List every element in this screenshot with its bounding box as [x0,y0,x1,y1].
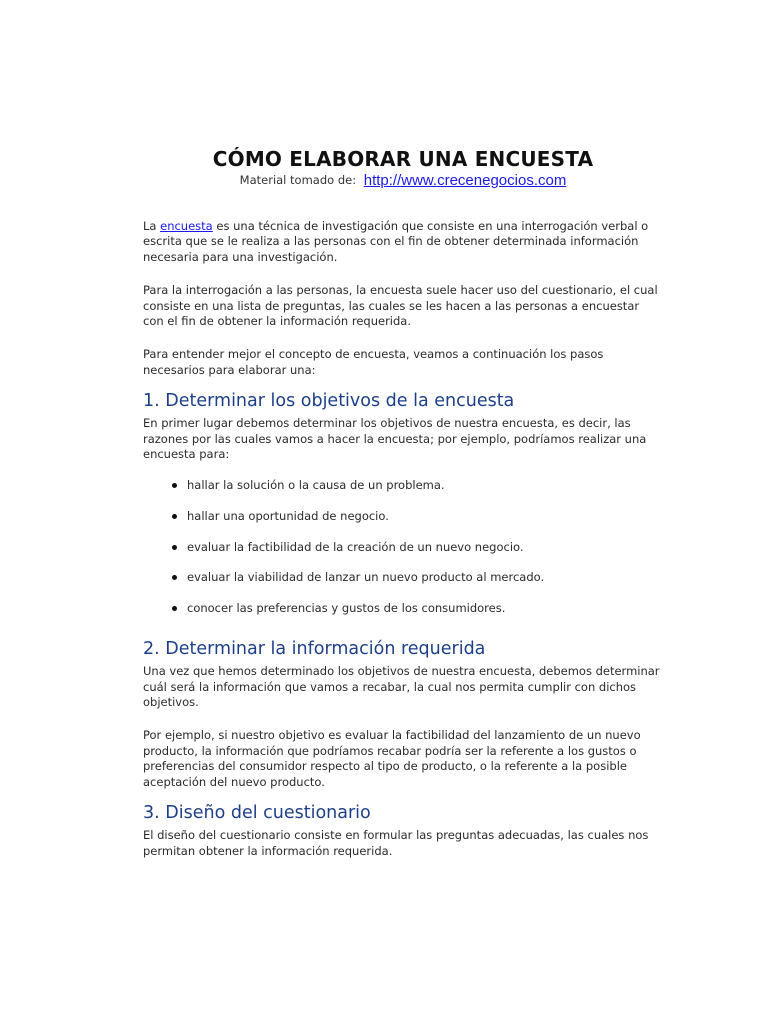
list-item-text: hallar una oportunidad de negocio. [187,509,389,524]
section-heading: 1. Determinar los objetivos de la encuesta [143,391,515,412]
list-item-text: evaluar la viabilidad de lanzar un nuevo producto al mercado. [187,570,545,585]
section-paragraph: En primer lugar debemos determinar los objetivos de nuestra encuesta, es decir, las razones por las cuales vamos a hacer la encuesta; por ejemplo, podríamos realizar una encuesta para: [143,416,647,462]
section-paragraph: El diseño del cuestionario consiste en formular las preguntas adecuadas, las cuales nos permitan obtener la información requerida. [143,828,649,858]
list-item-text: evaluar la factibilidad de la creación de un nuevo negocio. [187,539,524,554]
encuesta-link[interactable]: encuesta [160,219,213,233]
section-paragraph: Por ejemplo, si nuestro objetivo es evaluar la factibilidad del lanzamiento de un nuevo producto, la información que podríamos recabar podría ser la referente a los gustos o preferencias del consumidor respecto al tipo de producto, o la referente a la posible aceptación del nuevo producto. [143,728,641,789]
source-link[interactable]: http://www.crecenegocios.com [363,172,567,189]
list-item [172,540,663,555]
section-informacion [143,638,663,790]
source-line [143,172,663,189]
document-title: CÓMO ELABORAR UNA ENCUESTA [212,147,594,171]
section-paragraph: Una vez que hemos determinado los objetivos de nuestra encuesta, debemos determinar cuál será la información que vamos a recabar, la cual nos permita cumplir con dichos objetivos. [143,664,660,710]
section-heading: 2. Determinar la información requerida [143,639,486,660]
list-item-text: conocer las preferencias y gustos de los consumidores. [187,600,506,615]
section-objetivos [143,390,663,616]
list-item-text: hallar la solución o la causa de un problema. [187,478,445,493]
bullet-icon [172,514,177,519]
intro-p1-start: La [143,219,157,233]
intro-p1-rest: es una técnica de investigación que consiste en una interrogación verbal o escrita que se le realiza a las personas con el fin de obtener determinada información necesaria para una investigación. [143,219,649,264]
list-item [172,601,663,616]
bullet-icon [172,575,177,580]
list-item [172,570,663,585]
document-body [143,219,663,859]
objectives-list [143,478,663,616]
intro-paragraph-3: Para entender mejor el concepto de encuesta, veamos a continuación los pasos necesarios para elaborar una: [143,347,604,377]
source-label: Material tomado de: [239,173,357,187]
list-item [172,509,663,524]
intro-paragraph-1 [143,219,663,265]
bullet-icon [172,606,177,611]
intro-paragraph-2: Para la interrogación a las personas, la encuesta suele hacer uso del cuestionario, el cual consiste en una lista de preguntas, las cuales se les hacen a las personas a encuestar con el fin de obtener la información requerida. [143,283,658,329]
bullet-icon [172,545,177,550]
list-item [172,478,663,493]
section-heading: 3. Diseño del cuestionario [143,803,371,824]
section-cuestionario [143,802,663,859]
bullet-icon [172,483,177,488]
